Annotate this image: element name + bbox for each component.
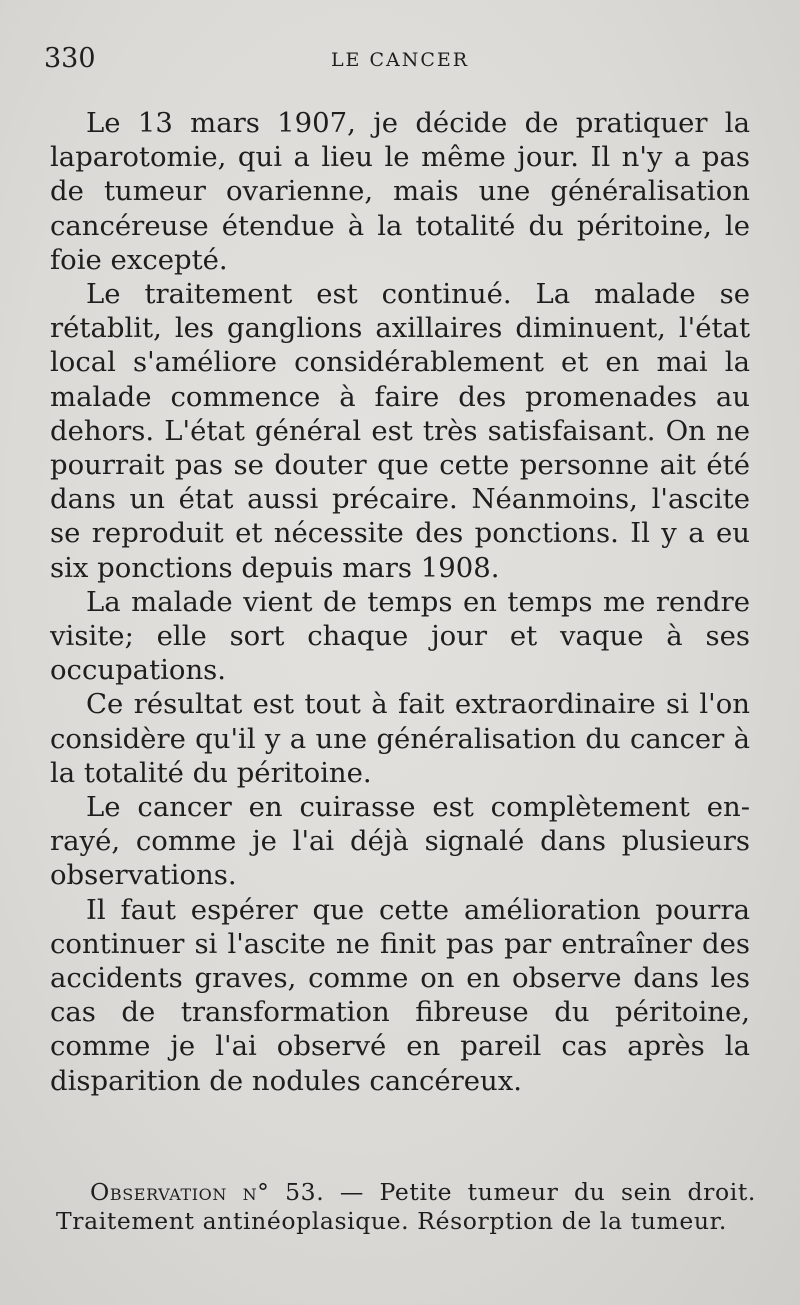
- paragraph-hope: Il faut espérer que cette amélioration pourra continuer si l'ascite ne finit pas par entraîner des accidents graves, comme on en observe dans les cas de transformation fibreuse du péritoine, comme je l'ai observé en pareil cas après la disparition de nodules cancéreux.: [50, 893, 750, 1097]
- body-text: [50, 106, 750, 1098]
- observation-label: Observation n° 53.: [90, 1178, 325, 1206]
- page-number: 330: [44, 43, 96, 74]
- paragraph-result: Ce résultat est tout à fait extraordinaire si l'on considère qu'il y a une généralisation du cancer à la totalité du péritoine.: [50, 688, 750, 789]
- observation-paragraph: [56, 1178, 756, 1236]
- observation-heading: [56, 1178, 756, 1236]
- running-title: LE CANCER: [330, 49, 470, 71]
- paragraph-laparotomy: Le 13 mars 1907, je décide de pratiquer la laparotomie, qui a lieu le même jour. Il n'y a pas de tumeur ovarienne, mais une généralisation cancéreuse étendue à la totalité du péritoine, le foie excepté.: [50, 107, 750, 276]
- observation-text: — Petite tumeur du sein droit. Traitement antinéoplasique. Résorption de la tumeur.: [56, 1178, 756, 1235]
- paragraph-visit: La malade vient de temps en temps me rendre visite; elle sort chaque jour et vaque à ses occupations.: [50, 585, 750, 687]
- paragraph-cuirasse: Le cancer en cuirasse est complètement enrayé, comme je l'ai déjà signalé dans plusieurs observations.: [50, 791, 750, 892]
- paragraph-treatment: Le traitement est continué. La malade se rétablit, les ganglions axillaires diminuent, l'état local s'améliore considérablement et en mai la malade commence à faire des promenades au dehors. L'état général est très satisfaisant. On ne pourrait pas se douter que cette personne ait été dans un état aussi précaire. Néanmoins, l'ascite se reproduit et nécessite des ponctions. Il y a eu six ponctions depuis mars 1908.: [50, 278, 750, 584]
